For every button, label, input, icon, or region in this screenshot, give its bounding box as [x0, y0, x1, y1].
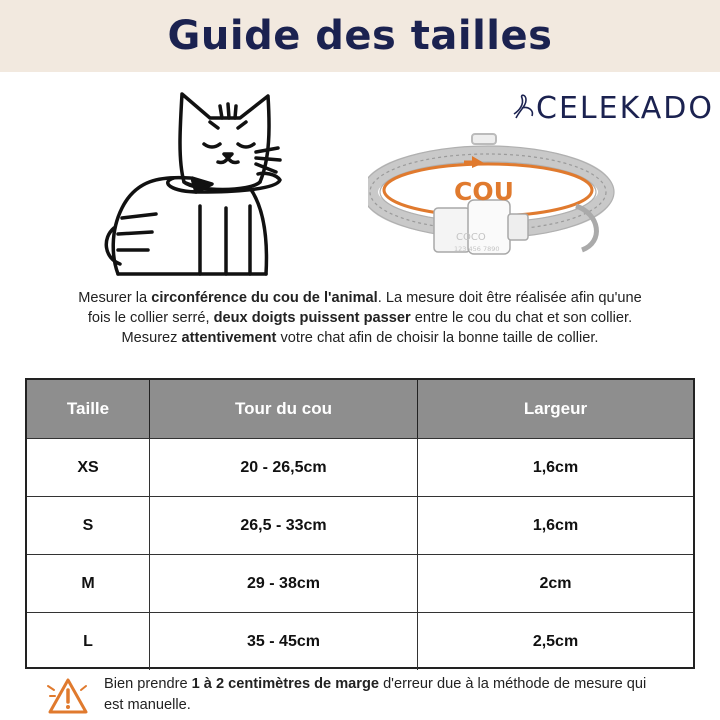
measurement-instructions: Mesurer la circonférence du cou de l'animal. La mesure doit être réalisée afin qu'une fois le collier serré, deux doigts puissent passer entre le cou du chat et son collier. Mesurez attentivement votre chat afin de choisir la bonne taille de collier. — [78, 290, 642, 346]
page-title: Guide des tailles — [167, 13, 553, 59]
collar-illustration — [368, 130, 618, 270]
header-width: Largeur — [523, 399, 588, 418]
tag-name: COCO — [456, 232, 486, 243]
table-row — [27, 438, 693, 496]
width-cell: 1,6cm — [532, 458, 579, 476]
tag-number: 123 456 7890 — [454, 245, 500, 253]
size-cell: XS — [27, 439, 150, 496]
table-row — [27, 496, 693, 554]
cat-illustration — [100, 88, 290, 278]
logo-text: CELEKADO — [536, 90, 714, 126]
table-row — [27, 554, 693, 612]
neck-cell: 26,5 - 33cm — [150, 497, 418, 554]
table-row — [27, 612, 693, 670]
neck-cell: 29 - 38cm — [150, 555, 418, 612]
neck-cell: 20 - 26,5cm — [150, 439, 418, 496]
warning-icon — [46, 674, 90, 716]
width-cell: 1,6cm — [532, 516, 579, 534]
header-neck: Tour du cou — [150, 380, 418, 438]
size-cell: M — [27, 555, 150, 612]
table-header-row — [27, 380, 693, 438]
header-size: Taille — [27, 380, 150, 438]
size-cell: S — [27, 497, 150, 554]
header-banner — [0, 0, 720, 72]
brand-logo — [510, 88, 720, 128]
neck-cell: 35 - 45cm — [150, 613, 418, 670]
width-cell: 2,5cm — [532, 632, 579, 650]
collar-label: COU — [454, 177, 514, 206]
width-cell: 2cm — [539, 574, 572, 592]
size-cell: L — [27, 613, 150, 670]
size-table — [25, 378, 695, 669]
margin-note: Bien prendre 1 à 2 centimètres de marge d'erreur due à la méthode de mesure qui est manuelle. — [104, 676, 647, 713]
